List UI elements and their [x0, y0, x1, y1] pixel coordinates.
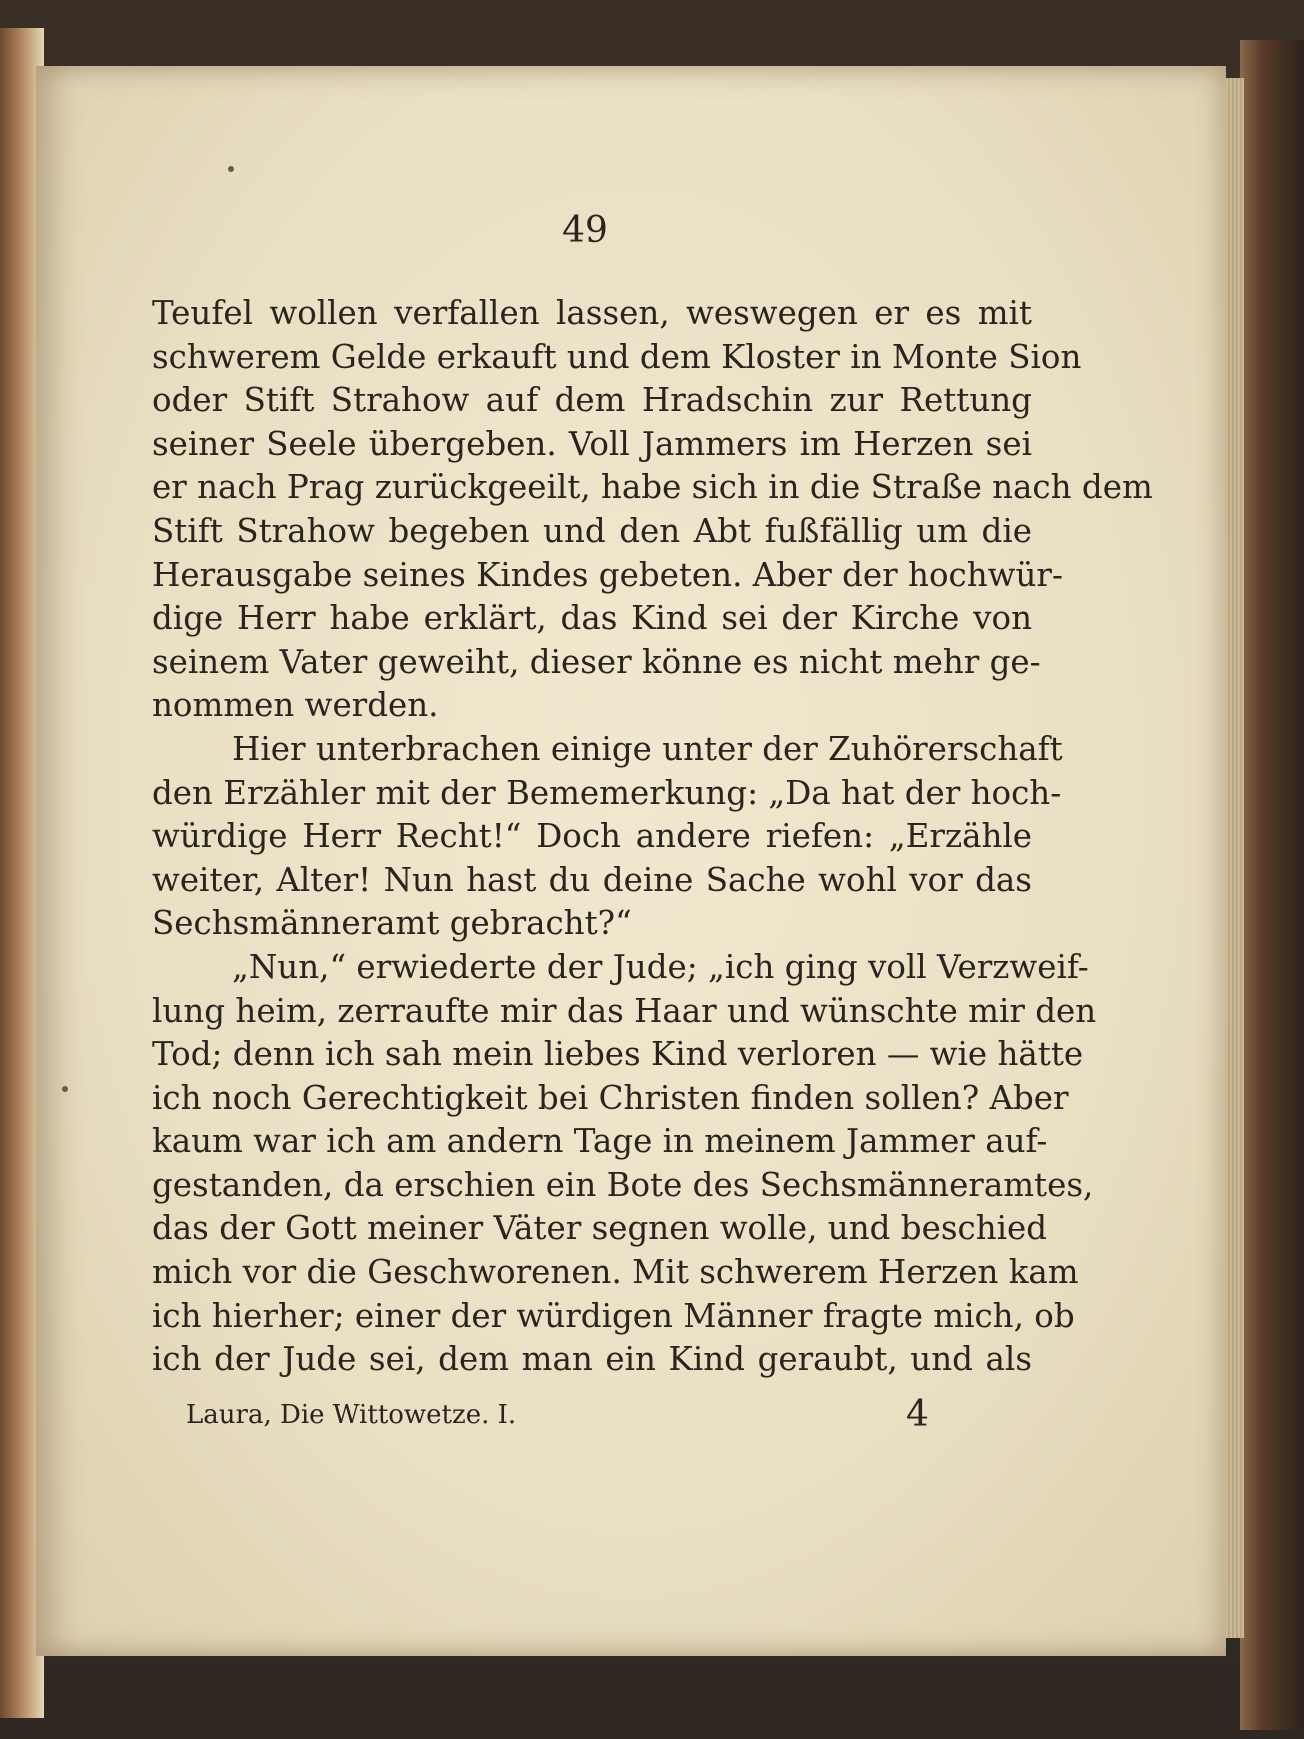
- text-line: Herausgabe seines Kindes gebeten. Aber der hochwür-: [152, 555, 1063, 594]
- text-line: würdige Herr Recht!“ Doch andere riefen: „Erzähle: [152, 817, 1032, 856]
- page-footer: [186, 1394, 946, 1438]
- signature-title: Laura, Die Wittowetze. I.: [186, 1400, 517, 1430]
- text-line: oder Stift Strahow auf dem Hradschin zur Rettung: [152, 381, 1032, 420]
- text-line: ich hierher; einer der würdigen Männer fragte mich, ob: [152, 1296, 1075, 1335]
- paper-speck: [228, 166, 234, 172]
- text-line: ich noch Gerechtigkeit bei Christen finden sollen? Aber: [152, 1078, 1069, 1117]
- text-line: seiner Seele übergeben. Voll Jammers im Herzen sei: [152, 424, 1032, 463]
- signature-mark: 4: [906, 1394, 929, 1435]
- text-line: lung heim, zerraufte mir das Haar und wünschte mir den: [152, 991, 1097, 1030]
- text-line: Teufel wollen verfallen lassen, weswegen er es mit: [152, 294, 1032, 332]
- text-line: nommen werden.: [152, 686, 439, 725]
- text-line: er nach Prag zurückgeeilt, habe sich in die Straße nach dem: [152, 468, 1153, 507]
- right-cover-edge: [1240, 40, 1304, 1730]
- body-text: [152, 292, 1153, 1382]
- text-line: seinem Vater geweiht, dieser könne es nicht mehr ge-: [152, 642, 1041, 681]
- text-line: kaum war ich am andern Tage in meinem Jammer auf-: [152, 1122, 1048, 1161]
- text-line: das der Gott meiner Väter segnen wolle, und beschied: [152, 1209, 1048, 1248]
- page-number: 49: [562, 210, 608, 251]
- text-line: Tod; denn ich sah mein liebes Kind verloren — wie hätte: [152, 1035, 1084, 1074]
- text-line: ich der Jude sei, dem man ein Kind geraubt, und als: [152, 1340, 1032, 1379]
- text-line: dige Herr habe erklärt, das Kind sei der Kirche von: [152, 599, 1032, 638]
- text-line: mich vor die Geschworenen. Mit schwerem Herzen kam: [152, 1253, 1079, 1292]
- text-line: schwerem Gelde erkauft und dem Kloster in Monte Sion: [152, 337, 1082, 376]
- text-line: weiter, Alter! Nun hast du deine Sache wohl vor das: [152, 860, 1032, 899]
- paper-speck: [62, 1086, 68, 1092]
- text-line: gestanden, da erschien ein Bote des Sechsmänneramtes,: [152, 1165, 1094, 1204]
- text-line: den Erzähler mit der Bememerkung: „Da hat der hoch-: [152, 773, 1062, 812]
- text-line: Sechsmänneramt gebracht?“: [152, 904, 632, 943]
- text-line: „Nun,“ erwiederte der Jude; „ich ging voll Verzweif-: [232, 947, 1089, 986]
- text-line: Hier unterbrachen einige unter der Zuhörerschaft: [232, 729, 1063, 768]
- text-line: Stift Strahow begeben und den Abt fußfällig um die: [152, 511, 1032, 550]
